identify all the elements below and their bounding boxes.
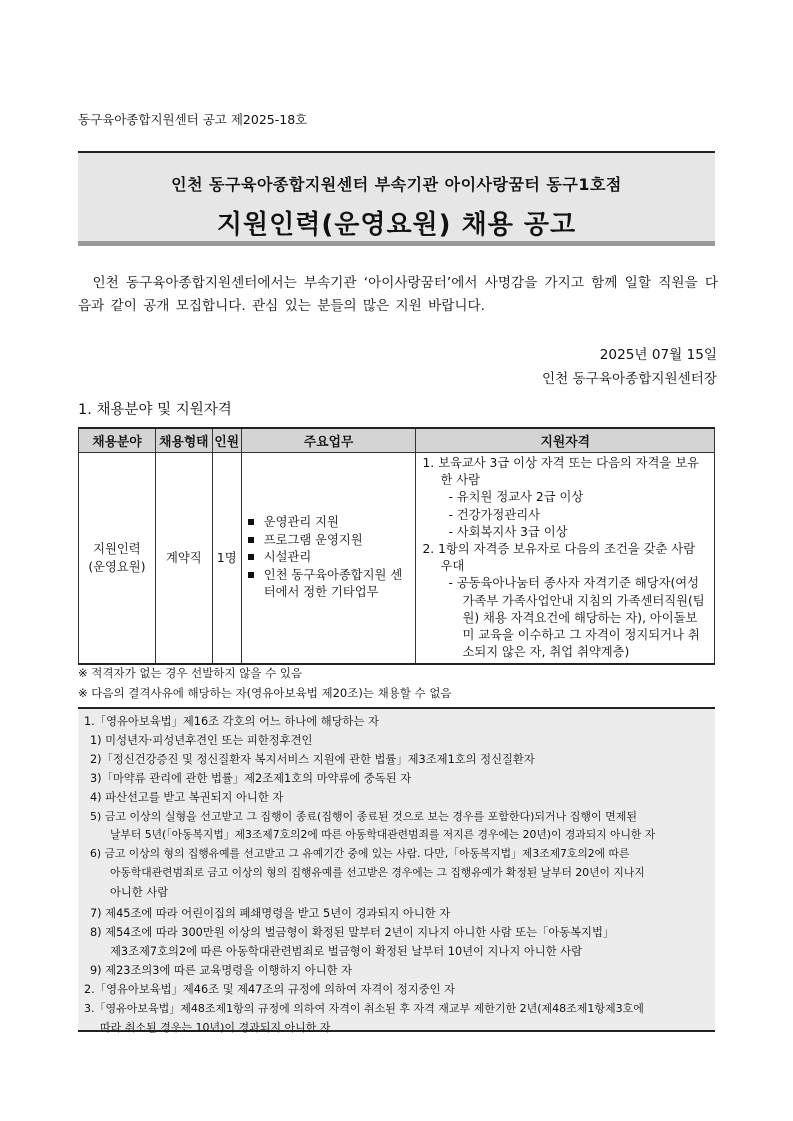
duty-item [246, 514, 410, 532]
cell-count: 1명 [212, 453, 241, 665]
field-line-1: 지원인력 [93, 542, 141, 557]
disqualification-box [78, 707, 715, 1032]
disqualification-line: 1) 미성년자·피성년후견인 또는 피한정후견인 [90, 734, 313, 747]
issuer-name: 인천 동구육아종합지원센터장 [541, 371, 717, 387]
bullet-square-icon [248, 554, 254, 560]
qualification-item: 2. 1항의 자격증 보유자로 다음의 조건을 갖춘 사람 우대 [422, 542, 696, 574]
bullet-square-icon [248, 537, 254, 543]
table-header-row [79, 428, 715, 453]
title-box [78, 151, 715, 246]
duty-item [246, 532, 410, 550]
duty-item [246, 549, 410, 567]
qualification-subitem: - 사회복지사 3급 이상 [448, 524, 568, 539]
notice-date: 2025년 07월 15일 [599, 347, 717, 363]
disqualification-line: 따라 취소된 경우는 10년)이 경과되지 아니한 자 [100, 1021, 331, 1034]
qualification-item: 1. 보육교사 3급 이상 자격 또는 다음의 자격을 보유한 사람 [422, 456, 699, 488]
qualification-subitem: - 유치원 정교사 2급 이상 [448, 490, 584, 505]
recruitment-table [78, 427, 715, 665]
duty-list [242, 514, 416, 602]
note-line: ※ 적격자가 없는 경우 선발하지 않을 수 있음 [78, 666, 303, 680]
bullet-square-icon [248, 519, 254, 525]
cell-duties [241, 453, 416, 665]
disqualification-line: 5) 금고 이상의 실형을 선고받고 그 집행이 종료(집행이 종료된 것으로 보는 경우를 포함한다)되거나 집행이 면제된 [90, 810, 637, 823]
cell-field [79, 453, 156, 665]
note-line: ※ 다음의 결격사유에 해당하는 자(영유아보육법 제20조)는 채용할 수 없음 [78, 686, 452, 700]
cell-qualifications [416, 453, 715, 665]
disqualification-line: 아니한 사람 [110, 886, 169, 899]
header-field: 채용분야 [79, 428, 156, 453]
field-line-2: (운영요원) [88, 560, 146, 575]
duty-text: 인천 동구육아종합지원 센터에서 정한 기타업무 [263, 567, 403, 600]
header-count: 인원 [212, 428, 241, 453]
qualification-subitem: - 건강가정관리사 [448, 507, 540, 522]
header-duties: 주요업무 [241, 428, 416, 453]
disqualification-line: 4) 파산선고를 받고 복권되지 아니한 자 [90, 791, 284, 804]
intro-paragraph [78, 272, 718, 318]
cell-type: 계약직 [155, 453, 212, 665]
header-qualifications: 지원자격 [416, 428, 715, 453]
duty-text: 운영관리 지원 [263, 515, 339, 530]
duty-item [246, 567, 410, 602]
disqualification-line: 6) 금고 이상의 형의 집행유예를 선고받고 그 유예기간 중에 있는 사람. 다만,「아동복지법」제3조제7호의2에 따른 [90, 847, 630, 860]
disqualification-line: 8) 제54조에 따라 300만원 이상의 벌금형이 확정된 말부터 2년이 지나지 아니한 사람 또는「아동복지법」 [90, 926, 615, 939]
disqualification-line: 3.「영유아보육법」제48조제1항의 규정에 의하여 자격이 취소된 후 자격 재교부 제한기한 2년(제48조제1항제3호에 [84, 1002, 644, 1015]
duty-text: 프로그램 운영지원 [263, 532, 363, 547]
intro-text: 인천 동구육아종합지원센터에서는 부속기관 ‘아이사랑꿈터’에서 사명감을 가지고 함께 일할 직원을 다음과 같이 공개 모집합니다. 관심 있는 분들의 많은 지원 바랍니다. [78, 275, 718, 314]
duty-text: 시설관리 [263, 550, 312, 565]
disqualification-line: 9) 제23조의3에 따른 교육명령을 이행하지 아니한 자 [90, 964, 353, 977]
title-main: 지원인력(운영요원) 채용 공고 [216, 210, 577, 240]
table-row [79, 453, 715, 665]
document-number: 동구육아종합지원센터 공고 제2025-18호 [78, 112, 308, 127]
disqualification-line: 3)「마약류 관리에 관한 법률」제2조제1호의 마약류에 중독된 자 [90, 772, 412, 785]
disqualification-line: 7) 제45조에 따라 어린이집의 폐쇄명령을 받고 5년이 경과되지 아니한 자 [90, 907, 451, 920]
header-type: 채용형태 [155, 428, 212, 453]
qualification-subitem: - 공동육아나눔터 종사자 자격기준 해당자(여성가족부 가족사업안내 지침의 가족센터직원(팀원) 채용 자격요건에 해당하는 자), 아이돌보미 교육을 이수하고 그 자격이 정지되거나 취소되지 않은 자, 취업 취약계층) [448, 576, 705, 660]
qualification-list [416, 453, 714, 663]
title-subtitle: 인천 동구육아종합지원센터 부속기관 아이사랑꿈터 동구1호점 [171, 175, 622, 194]
disqualification-line: 1.「영유아보육법」제16조 각호의 어느 하나에 해당하는 자 [84, 715, 379, 728]
disqualification-line: 제3조제7호의2에 따른 아동학대관련범죄로 벌금형이 확정된 날부터 10년이 지나지 아니한 사람 [110, 945, 583, 958]
disqualification-line: 2)「정신건강증진 및 정신질환자 복지서비스 지원에 관한 법률」제3조제1호의 정신질환자 [90, 753, 535, 766]
bullet-square-icon [248, 572, 254, 578]
disqualification-line: 아동학대관련범죄로 금고 이상의 형의 집행유예를 선고받은 경우에는 그 집행유예가 확정된 날부터 20년이 지나지 [110, 866, 645, 879]
section-heading-1: 1. 채용분야 및 지원자격 [78, 402, 232, 418]
disqualification-line: 2.「영유아보육법」제46조 및 제47조의 규정에 의하여 자격이 정지중인 자 [84, 983, 455, 996]
disqualification-line: 날부터 5년(「아동복지법」제3조제7호의2에 따른 아동학대관련범죄를 저지른 경우에는 20년)이 경과되지 아니한 자 [110, 828, 656, 841]
